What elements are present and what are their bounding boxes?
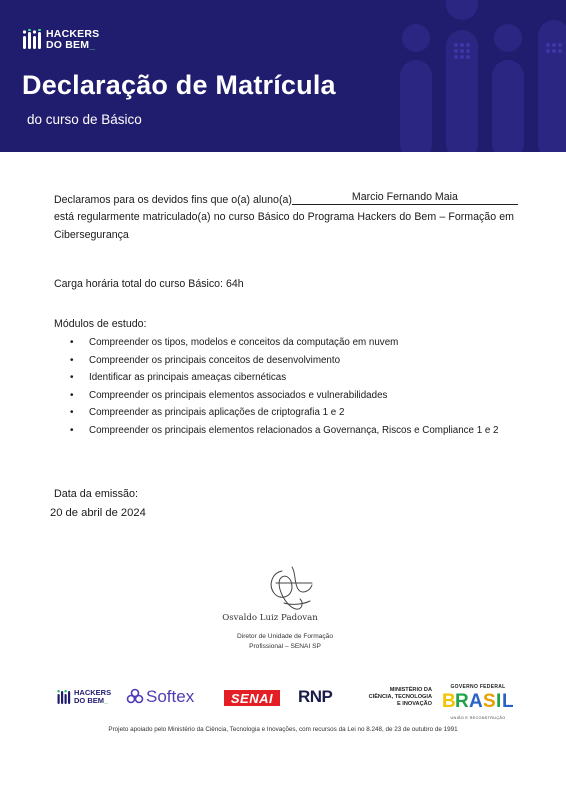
- logo-underscore: _: [89, 39, 96, 51]
- page-subtitle: do curso de Básico: [27, 112, 142, 127]
- module-item: • Compreender os principais elementos associados e vulnerabilidades: [54, 387, 499, 405]
- module-item: • Compreender os principais elementos relacionados a Governança, Riscos e Compliance 1 e 2: [54, 422, 499, 440]
- module-item: • Compreender os tipos, modelos e conceitos da computação em nuvem: [54, 334, 499, 352]
- handwritten-signature: [262, 563, 318, 615]
- gov-bottom-text: UNIÃO E RECONSTRUÇÃO: [450, 716, 506, 720]
- rnp-logo: RNP: [298, 687, 333, 706]
- svg-text:I: I: [496, 691, 502, 710]
- header-banner: [0, 0, 566, 152]
- svg-text:A: A: [469, 691, 483, 710]
- declaration-continuation: está regularmente matriculado(a) no curso Básico do Programa Hackers do Bem – Formação em Cibersegurança: [54, 211, 514, 241]
- brasil-wordmark: [442, 690, 514, 710]
- senai-logo: SENAI: [224, 690, 280, 706]
- modules-heading: Módulos de estudo:: [54, 318, 147, 330]
- partner-logos: [0, 684, 566, 718]
- softex-text: Softex: [146, 687, 195, 706]
- softex-icon: [126, 688, 144, 706]
- student-name: Marcio Fernando Maia: [292, 192, 518, 205]
- module-item: • Identificar as principais ameaças cibernéticas: [54, 369, 499, 387]
- hackers-logo-icon: [22, 29, 42, 51]
- gov-top-text: GOVERNO FEDERAL: [450, 684, 506, 690]
- declaration-prefix: Declaramos para os devidos fins que o(a) aluno(a): [54, 194, 292, 206]
- hackers-do-bem-footer-logo: HACKERS DO BEM_: [57, 689, 111, 705]
- mcti-logo: [352, 687, 432, 708]
- footer-hdb-line-2: DO BEM: [74, 696, 104, 705]
- issue-date: 20 de abril de 2024: [50, 507, 146, 519]
- page-title: Declaração de Matrícula: [22, 70, 336, 100]
- mcti-line-2: CIÊNCIA, TECNOLOGIA: [368, 694, 432, 700]
- hackers-footer-icon: [57, 689, 71, 705]
- workload-text: Carga horária total do curso Básico: 64h: [54, 278, 244, 290]
- module-item: • Compreender os principais conceitos de desenvolvimento: [54, 352, 499, 370]
- signer-role: [205, 632, 365, 651]
- mcti-line-1: MINISTÉRIO DA: [389, 687, 432, 693]
- issue-date-label: Data da emissão:: [54, 488, 139, 500]
- footnote: Projeto apoiado pelo Ministério da Ciência, Tecnologia e Inovações, com recursos da Lei no 8.248, de 23 de outubro de 1991: [108, 726, 458, 733]
- svg-text:R: R: [455, 691, 469, 710]
- svg-text:B: B: [442, 691, 456, 710]
- signer-role-line-1: Diretor de Unidade de Formação: [236, 633, 334, 640]
- hackers-do-bem-logo: [22, 29, 99, 51]
- declaration-line: [54, 193, 518, 207]
- signer-name: Osvaldo Luiz Padovan: [222, 613, 318, 623]
- signer-role-line-2: Profissional – SENAI SP: [249, 642, 321, 650]
- logo-line-1: HACKERS: [46, 28, 100, 40]
- footer-hdb-line-1: HACKERS: [74, 688, 112, 697]
- mcti-line-3: E INOVAÇÃO: [396, 701, 432, 707]
- modules-list: [54, 334, 499, 439]
- logo-line-2: DO BEM: [46, 39, 90, 51]
- svg-text:L: L: [502, 691, 514, 710]
- module-item: • Compreender as principais aplicações de criptografia 1 e 2: [54, 404, 499, 422]
- softex-logo: [126, 687, 194, 707]
- svg-text:S: S: [483, 691, 496, 710]
- governo-federal-logo: [442, 684, 514, 720]
